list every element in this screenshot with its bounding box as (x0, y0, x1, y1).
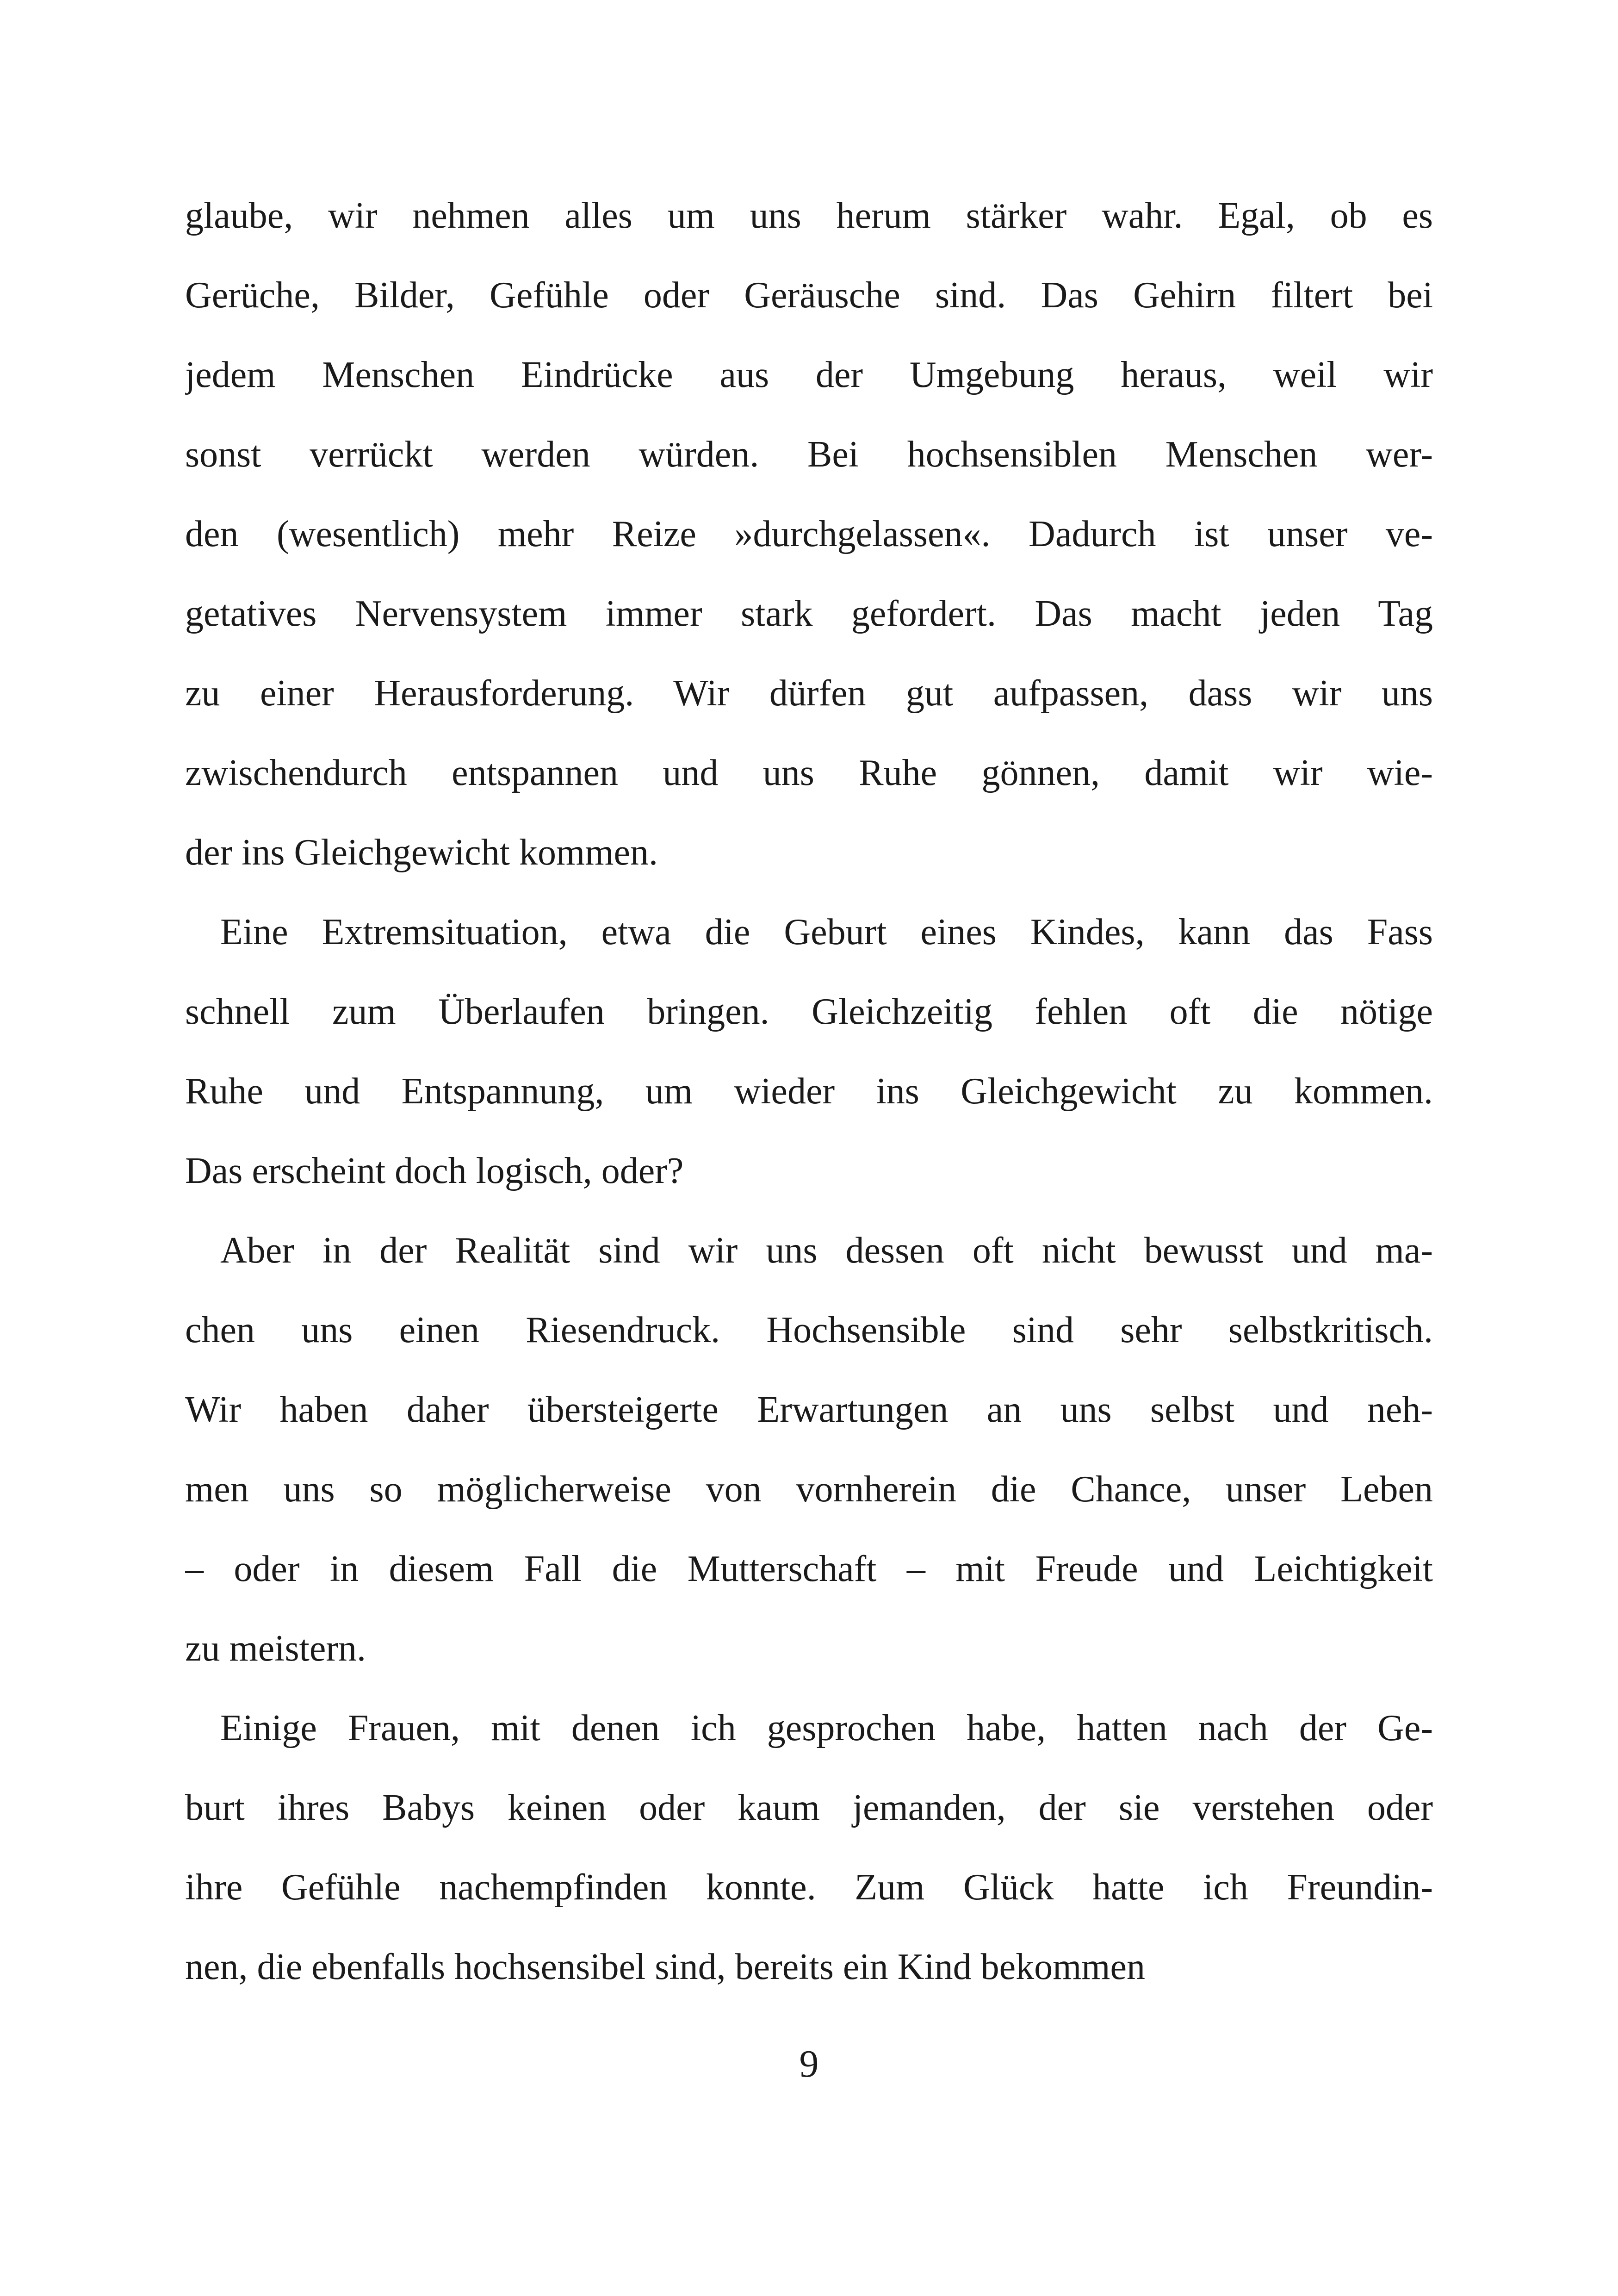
text-block (185, 176, 1433, 2007)
text-line: Gerüche, Bilder, Gefühle oder Geräusche sind. Das Gehirn filtert bei (185, 275, 1433, 316)
text-line: ihre Gefühle nachempfinden konnte. Zum Glück hatte ich Freundin- (185, 1867, 1433, 1908)
text-line: jedem Menschen Eindrücke aus der Umgebung heraus, weil wir (185, 355, 1433, 395)
text-line: Das erscheint doch logisch, oder? (185, 1151, 684, 1191)
text-line: den (wesentlich) mehr Reize »durchgelassen«. Dadurch ist unser ve- (185, 514, 1433, 554)
text-line: Eine Extremsituation, etwa die Geburt eines Kindes, kann das Fass (220, 912, 1433, 952)
text-line: Ruhe und Entspannung, um wieder ins Gleichgewicht zu kommen. (185, 1071, 1433, 1112)
text-line: – oder in diesem Fall die Mutterschaft – mit Freude und Leichtigkeit (185, 1549, 1433, 1589)
text-line: nen, die ebenfalls hochsensibel sind, bereits ein Kind bekommen (185, 1947, 1146, 1987)
text-line: der ins Gleichgewicht kommen. (185, 832, 658, 873)
text-line: Einige Frauen, mit denen ich gesprochen habe, hatten nach der Ge- (220, 1708, 1433, 1748)
text-line: men uns so möglicherweise von vornherein die Chance, unser Leben (185, 1469, 1433, 1510)
text-line: chen uns einen Riesendruck. Hochsensible sind sehr selbstkritisch. (185, 1310, 1433, 1350)
text-line: zwischendurch entspannen und uns Ruhe gönnen, damit wir wie- (185, 753, 1433, 793)
text-line: sonst verrückt werden würden. Bei hochsensiblen Menschen wer- (185, 434, 1433, 475)
page-number: 9 (799, 2042, 819, 2085)
text-line: Aber in der Realität sind wir uns dessen oft nicht bewusst und ma- (220, 1230, 1433, 1271)
text-line: glaube, wir nehmen alles um uns herum stärker wahr. Egal, ob es (185, 195, 1433, 236)
text-line: burt ihres Babys keinen oder kaum jemanden, der sie verstehen oder (185, 1787, 1433, 1828)
text-line: Wir haben daher übersteigerte Erwartungen an uns selbst und neh- (185, 1389, 1433, 1430)
text-line: getatives Nervensystem immer stark gefordert. Das macht jeden Tag (185, 593, 1433, 634)
text-line: zu einer Herausforderung. Wir dürfen gut aufpassen, dass wir uns (185, 673, 1433, 714)
text-line: zu meistern. (185, 1628, 366, 1669)
text-line: schnell zum Überlaufen bringen. Gleichzeitig fehlen oft die nötige (185, 991, 1433, 1032)
